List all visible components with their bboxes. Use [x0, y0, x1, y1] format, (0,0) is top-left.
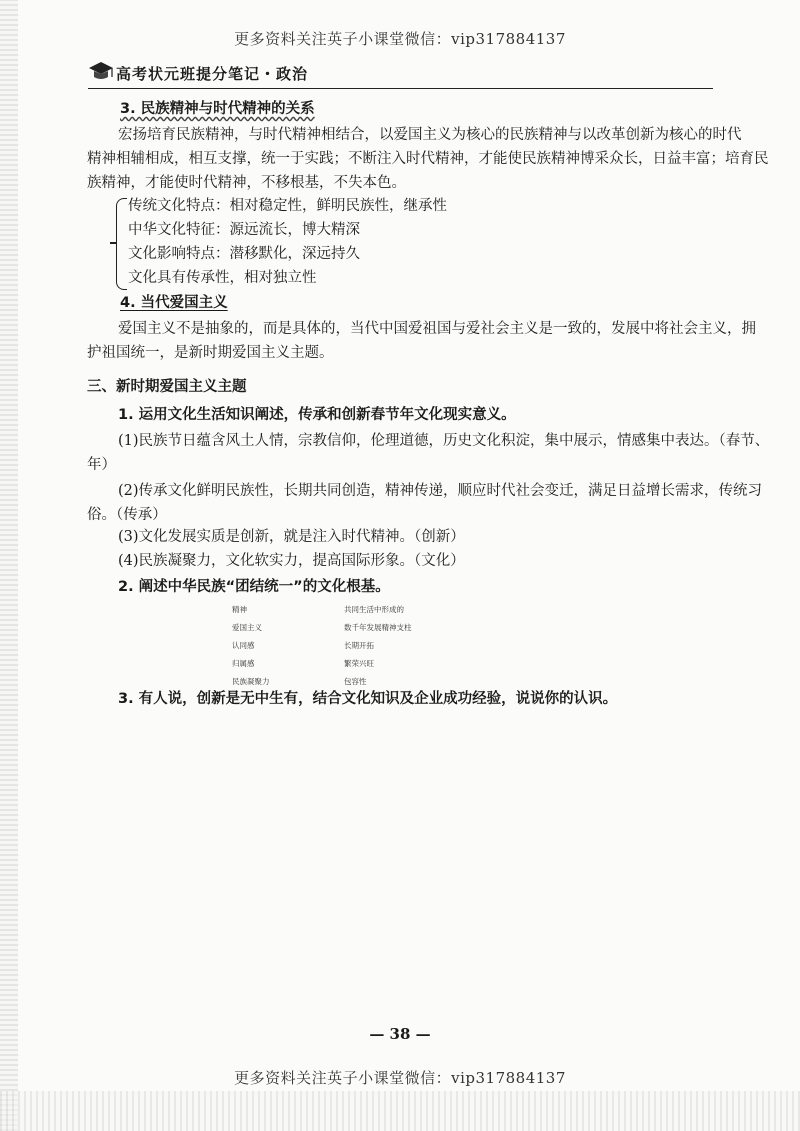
part-heading: 三、新时期爱国主义主题 — [87, 379, 247, 395]
question-3 — [118, 688, 617, 710]
question-2 — [118, 576, 390, 598]
answer-line: (1)民族节日蕴含风土人情，宗教信仰，伦理道德，历史文化积淀，集中展示，情感集中表达。（春节、 — [118, 433, 770, 449]
grid-term-left: 归属感 — [232, 659, 255, 668]
paragraph-line: 护祖国统一，是新时期爱国主义主题。 — [87, 345, 334, 361]
answer-line: (2)传承文化鲜明民族性，长期共同创造，精神传递，顺应时代社会变迁，满足日益增长需求，传统习 — [118, 483, 763, 499]
grid-term-right: 数千年发展精神支柱 — [344, 623, 412, 632]
watermark-bottom: 更多资料关注英子小课堂微信：vip317884137 — [234, 1069, 566, 1087]
answer-line: (4)民族凝聚力，文化软实力，提高国际形象。（文化） — [118, 553, 465, 569]
answer-line: 年） — [87, 457, 116, 473]
question-1-text: 1. 运用文化生活知识阐述，传承和创新春节年文化现实意义。 — [118, 407, 516, 423]
grid-term-right: 繁荣兴旺 — [344, 659, 374, 668]
grid-term-right: 共同生活中形成的 — [344, 605, 404, 614]
grid-term-right: 包容性 — [344, 677, 367, 686]
grid-term-left: 认同感 — [232, 641, 255, 650]
page-header — [88, 58, 713, 89]
watermark-top: 更多资料关注英子小课堂微信：vip317884137 — [234, 30, 566, 48]
brace-tip — [110, 242, 117, 244]
brace-bracket — [116, 198, 127, 290]
section-heading — [120, 292, 228, 314]
question-3-text: 3. 有人说，创新是无中生有，结合文化知识及企业成功经验，说说你的认识。 — [118, 691, 618, 707]
question-1 — [118, 404, 516, 426]
scan-edge-bottom — [0, 1091, 800, 1131]
grid-term-right: 长期开拓 — [344, 641, 374, 650]
question-2-text: 2. 阐述中华民族“团结统一”的文化根基。 — [118, 579, 390, 595]
section-heading-text: 3. 民族精神与时代精神的关系 — [120, 101, 315, 117]
list-item: 中华文化特征：源远流长，博大精深 — [128, 222, 360, 238]
list-item: 传统文化特点：相对稳定性，鲜明民族性，继承性 — [128, 198, 447, 214]
page-number: — 38 — — [369, 1025, 431, 1043]
graduation-cap-icon — [88, 60, 114, 86]
list-item: 文化具有传承性，相对独立性 — [128, 270, 317, 286]
answer-line: 俗。（传承） — [87, 507, 167, 523]
paragraph-line: 宏扬培育民族精神，与时代精神相结合，以爱国主义为核心的民族精神与以改革创新为核心的时代 — [118, 127, 742, 143]
paragraph-line: 族精神，才能使时代精神，不移根基，不失本色。 — [87, 175, 406, 191]
grid-term-left: 爱国主义 — [232, 623, 262, 632]
paragraph-line: 爱国主义不是抽象的，而是具体的，当代中国爱祖国与爱社会主义是一致的，发展中将社会主义，拥 — [118, 321, 756, 337]
section-heading-text: 4. 当代爱国主义 — [120, 295, 228, 311]
paragraph-line: 精神相辅相成，相互支撑，统一于实践；不断注入时代精神，才能使民族精神博采众长，日益丰富；培育民 — [87, 151, 769, 167]
scan-edge-left — [0, 0, 18, 1131]
grid-term-left: 民族凝聚力 — [232, 677, 270, 686]
list-item: 文化影响特点：潜移默化，深远持久 — [128, 246, 360, 262]
header-title: 高考状元班提分笔记・政治 — [116, 65, 309, 83]
grid-term-left: 精神 — [232, 605, 247, 614]
answer-line: (3)文化发展实质是创新，就是注入时代精神。（创新） — [118, 529, 465, 545]
section-heading — [120, 98, 315, 120]
